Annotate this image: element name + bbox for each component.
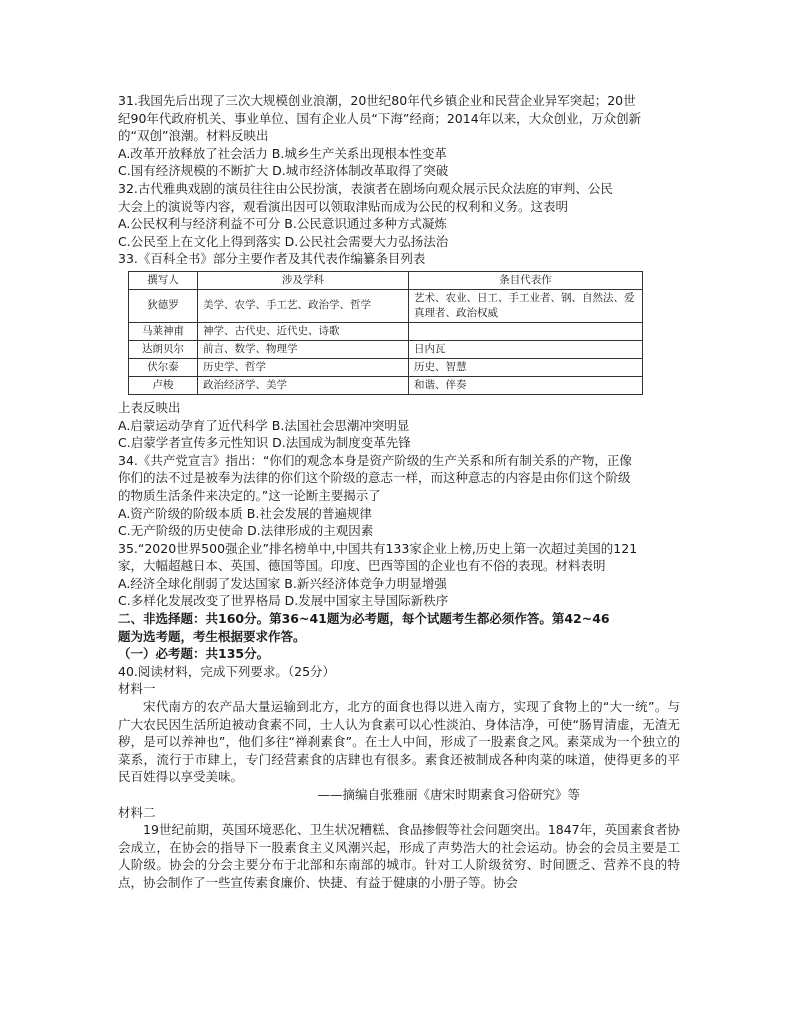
q35-option-cd: C.多样化发展改变了世界格局 D.发展中国家主导国际新秩序 [118,593,449,609]
required-questions-heading: （一）必考题：共135分。 [118,646,270,662]
q32-line-1: 32.古代雅典戏剧的演员往往由公民扮演，表演者在剧场向观众展示民众法庭的审判、公民 [118,180,613,196]
question-35 [118,540,680,610]
author-cell: 卢梭 [129,376,198,394]
q33-option-cd: C.启蒙学者宣传多元性知识 D.法国成为制度变革先锋 [118,435,411,451]
q34-line-2: 你们的法不过是被奉为法律的你们这个阶级的意志一样，而这种意志的内容是由你们这个阶级 [118,470,631,486]
header-entries: 条目代表作 [409,271,643,289]
material-1-label: 材料一 [118,681,156,697]
q35-option-ab: A.经济全球化削弱了发达国家 B.新兴经济体竞争力明显增强 [118,575,447,591]
question-33 [118,250,680,451]
subjects-cell: 前言、数学、物理学 [198,340,409,358]
q34-option-cd: C.无产阶级的历史使命 D.法律形成的主观因素 [118,523,374,539]
author-cell: 狄德罗 [129,289,198,322]
table-header-row [129,271,643,289]
subjects-cell: 美学、农学、手工艺、政治学、哲学 [198,289,409,322]
question-40 [118,663,680,892]
q33-after: 上表反映出 [118,399,181,415]
q32-option-cd: C.公民至上在文化上得到落实 D.公民社会需要大力弘扬法治 [118,233,449,249]
question-31 [118,92,680,180]
table-row [129,358,643,376]
entries-cell [409,322,643,340]
subjects-cell: 历史学、哲学 [198,358,409,376]
section-two-heading-1: 二、非选择题：共160分。第36~41题为必考题，每个试题考生都必须作答。第42~46 [118,611,610,627]
entries-cell: 历史、智慧 [409,358,643,376]
encyclopedie-table [128,271,643,395]
q40-intro: 40.阅读材料，完成下列要求。（25分） [118,663,336,679]
q34-option-ab: A.资产阶级的阶级本质 B.社会发展的普遍规律 [118,505,372,521]
q33-intro: 33.《百科全书》部分主要作者及其代表作编纂条目列表 [118,251,426,267]
q31-line-1: 31.我国先后出现了三次大规模创业浪潮，20世纪80年代乡镇企业和民营企业异军突起；20世 [118,93,636,108]
entries-cell: 和谐、伴奏 [409,376,643,394]
table-row [129,289,643,322]
material-1-source: ——摘编自张雅丽《唐宋时期素食习俗研究》等 [317,787,580,802]
exam-page [118,92,680,892]
section-two [118,610,680,663]
entries-cell: 艺术、农业、日工、手工业者、钢、自然法、爱真理者、政治权威 [409,289,643,322]
q33-option-ab: A.启蒙运动孕育了近代科学 B.法国社会思潮冲突明显 [118,417,410,433]
author-cell: 达朗贝尔 [129,340,198,358]
header-author: 撰写人 [129,271,198,289]
entries-cell: 日内瓦 [409,340,643,358]
table-row [129,376,643,394]
material-2-label: 材料二 [118,804,156,820]
q31-option-ab: A.改革开放释放了社会活力 B.城乡生产关系出现根本性变革 [118,145,447,161]
q32-option-ab: A.公民权利与经济利益不可分 B.公民意识通过多种方式凝炼 [118,216,447,232]
header-subjects: 涉及学科 [198,271,409,289]
subjects-cell: 神学、古代史、近代史、诗歌 [198,322,409,340]
q35-line-1: 35.“2020世界500强企业”排名榜单中,中国共有133家企业上榜,历史上第一次超过美国的121 [118,540,638,556]
author-cell: 伏尔泰 [129,358,198,376]
q34-line-1: 34.《共产党宣言》指出：“你们的观念本身是资产阶级的生产关系和所有制关系的产物，正像 [118,452,632,468]
q31-line-3: 的“双创”浪潮。材料反映出 [118,128,269,144]
material-1-text: 宋代南方的农产品大量运输到北方，北方的面食也得以进入南方，实现了食物上的“大一统”。与广大农民因生活所迫被动食素不同，士人认为食素可以心性淡泊、身体洁净，可使“肠胃清虚，无渣无秽，是可以养神也”，他们多往“禅刹素食”。在士人中间，形成了一股素食之风。素菜成为一个独立的菜系，流行于市肆上，专门经营素食的店肆也有很多。素食还被制成各种肉菜的味道，使得更多的平民百姓得以享受美味。 [118,699,680,785]
question-32 [118,180,680,250]
q34-line-3: 的物质生活条件来决定的。”这一论断主要揭示了 [118,487,381,503]
table-row [129,340,643,358]
q31-line-2: 纪90年代政府机关、事业单位、国有企业人员“下海”经商；2014年以来，大众创业，万众创新 [118,110,642,126]
q31-option-cd: C.国有经济规模的不断扩大 D.城市经济体制改革取得了突破 [118,163,449,179]
author-cell: 马莱神甫 [129,322,198,340]
material-2-text: 19世纪前期，英国环境恶化、卫生状况糟糕、食品掺假等社会问题突出。1847年，英国素食者协会成立，在协会的指导下一股素食主义风潮兴起，形成了声势浩大的社会运动。协会的会员主要是工人阶级。协会的分会主要分布于北部和东南部的城市。针对工人阶级贫穷、时间匮乏、营养不良的特点，协会制作了一些宣传素食廉价、快捷、有益于健康的小册子等。协会 [118,822,680,890]
subjects-cell: 政治经济学、美学 [198,376,409,394]
section-two-heading-2: 题为选考题，考生根据要求作答。 [118,628,306,644]
q32-line-2: 大会上的演说等内容，观看演出因可以领取津贴而成为公民的权利和义务。这表明 [118,198,569,214]
question-34 [118,452,680,540]
q35-line-2: 家，大幅超越日本、英国、德国等国。印度、巴西等国的企业也有不俗的表现。材料表明 [118,558,606,574]
table-row [129,322,643,340]
